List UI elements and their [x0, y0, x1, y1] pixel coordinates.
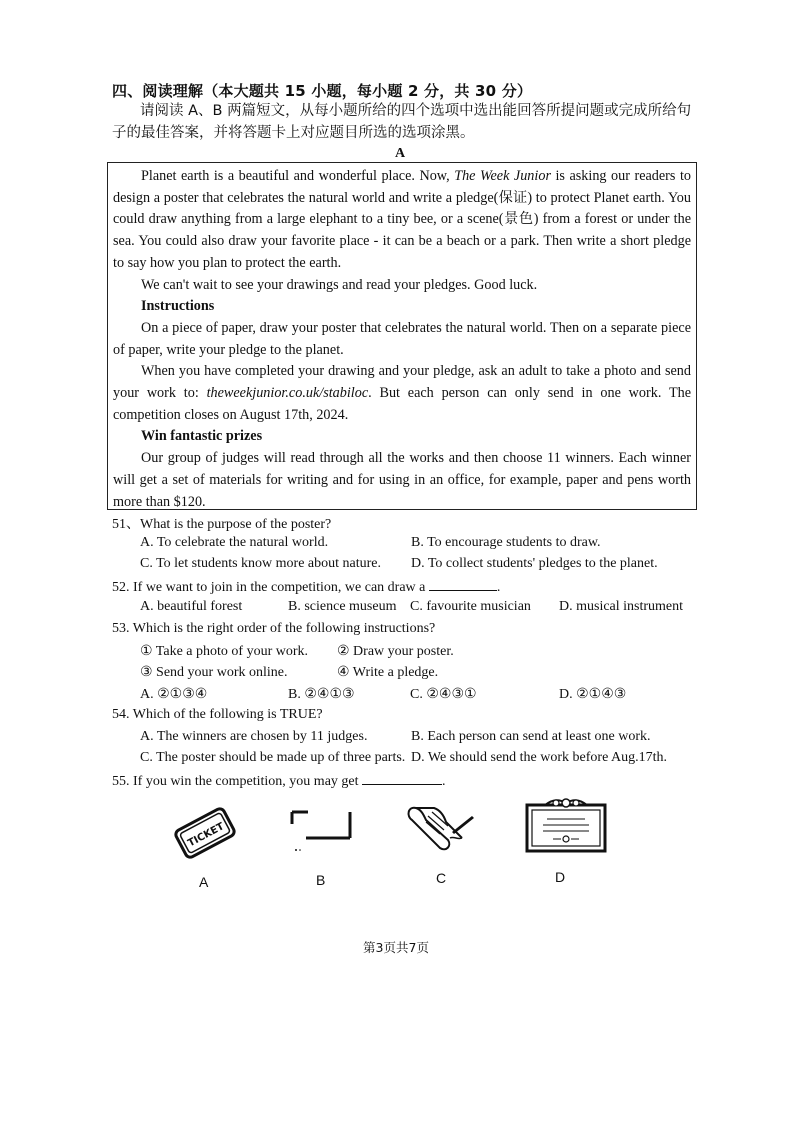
section-heading: 四、阅读理解（本大题共 15 小题，每小题 2 分，共 30 分） [112, 82, 533, 100]
question-53-option-a[interactable]: A. ②①③④ [140, 687, 208, 702]
question-52-option-a[interactable]: A. beautiful forest [140, 599, 243, 614]
picture-label-a: A [199, 874, 209, 890]
page-number: 第3页共7页 [363, 940, 429, 955]
answer-blank[interactable] [429, 578, 497, 591]
passage-box [107, 162, 697, 510]
question-55-stem: 55. If you win the competition, you may get . [112, 774, 446, 789]
answer-blank[interactable] [362, 772, 442, 785]
ticket-icon[interactable] [172, 806, 238, 860]
picture-label-d: D [555, 869, 566, 885]
instruction-item-1: ① Take a photo of your work. [140, 644, 308, 659]
question-52-option-d[interactable]: D. musical instrument [559, 599, 684, 614]
question-54-stem: 54. Which of the following is TRUE? [112, 707, 323, 722]
question-51-option-b[interactable]: B. To encourage students to draw. [411, 535, 601, 550]
passage-paragraph-2: We can't wait to see your drawings and read your pledges. Good luck. [141, 276, 538, 293]
question-54-option-c[interactable]: C. The poster should be made up of three parts. [140, 750, 406, 765]
question-51-stem: 51、What is the purpose of the poster? [112, 517, 332, 532]
instruction-item-3: ③ Send your work online. [140, 665, 288, 680]
question-53-option-c[interactable]: C. ②④③① [410, 687, 477, 702]
question-51-option-d[interactable]: D. To collect students' pledges to the planet. [411, 556, 658, 571]
subheading-prizes: Win fantastic prizes [141, 428, 263, 445]
picture-label-b: B [316, 872, 326, 888]
question-52-option-c[interactable]: C. favourite musician [410, 599, 531, 614]
picture-label-c: C [436, 870, 447, 886]
question-51-option-c[interactable]: C. To let students know more about nature. [140, 556, 382, 571]
passage-paragraph-1: Planet earth is a beautiful and wonderful place. Now, The Week Junior is asking our readers to design a poster that celebrates the natural world and write a pledge(保证) to protect Planet earth. You could draw anything from a large elephant to a tiny bee, or a scene(景色) from a forest or under the sea. You could also draw your favorite place - it can be a beach or a park. Then write a short pledge to say how you plan to protect the earth. [113, 168, 691, 271]
question-53-option-b[interactable]: B. ②④①③ [288, 687, 355, 702]
passage-paragraph-3: On a piece of paper, draw your poster that celebrates the natural world. Then on a separate piece of paper, write your pledge to the planet. [113, 319, 691, 358]
section-instruction: 请阅读 A、B 两篇短文，从每小题所给的四个选项中选出能回答所提问题或完成所给句子的最佳答案，并将答题卡上对应题目所选的选项涂黑。 [112, 103, 692, 141]
subheading-instructions: Instructions [141, 298, 215, 315]
passage-paragraph-5: Our group of judges will read through all the works and then choose 11 winners. Each winner will get a set of materials for writing and for using in an office, for example, paper and pens worth more than $120. [113, 450, 691, 510]
ticket-text: TICKET [186, 821, 227, 850]
question-54-option-d[interactable]: D. We should send the work before Aug.17th. [411, 750, 668, 765]
question-54-option-b[interactable]: B. Each person can send at least one work. [411, 729, 651, 744]
question-52-stem: 52. If we want to join in the competition, we can draw a . [112, 580, 501, 595]
question-52-option-b[interactable]: B. science museum [288, 599, 397, 614]
instruction-item-2: ② Draw your poster. [337, 644, 454, 659]
question-53-option-d[interactable]: D. ②①④③ [559, 687, 627, 702]
passage-label: A [395, 146, 406, 161]
question-51-option-a[interactable]: A. To celebrate the natural world. [140, 535, 329, 550]
certificate-icon[interactable] [523, 797, 609, 855]
passage-paragraph-4: When you have completed your drawing and your pledge, ask an adult to take a photo and send your work to: theweekjunior.co.uk/stabiloc. But each person can only send in one work. The competition closes on August 17th, 2024. [113, 363, 691, 423]
blank-frame-icon[interactable] [286, 808, 356, 854]
question-54-option-a[interactable]: A. The winners are chosen by 11 judges. [140, 729, 368, 744]
instruction-item-4: ④ Write a pledge. [337, 665, 439, 680]
question-53-stem: 53. Which is the right order of the following instructions? [112, 621, 436, 636]
paper-and-pen-icon[interactable] [404, 802, 476, 854]
